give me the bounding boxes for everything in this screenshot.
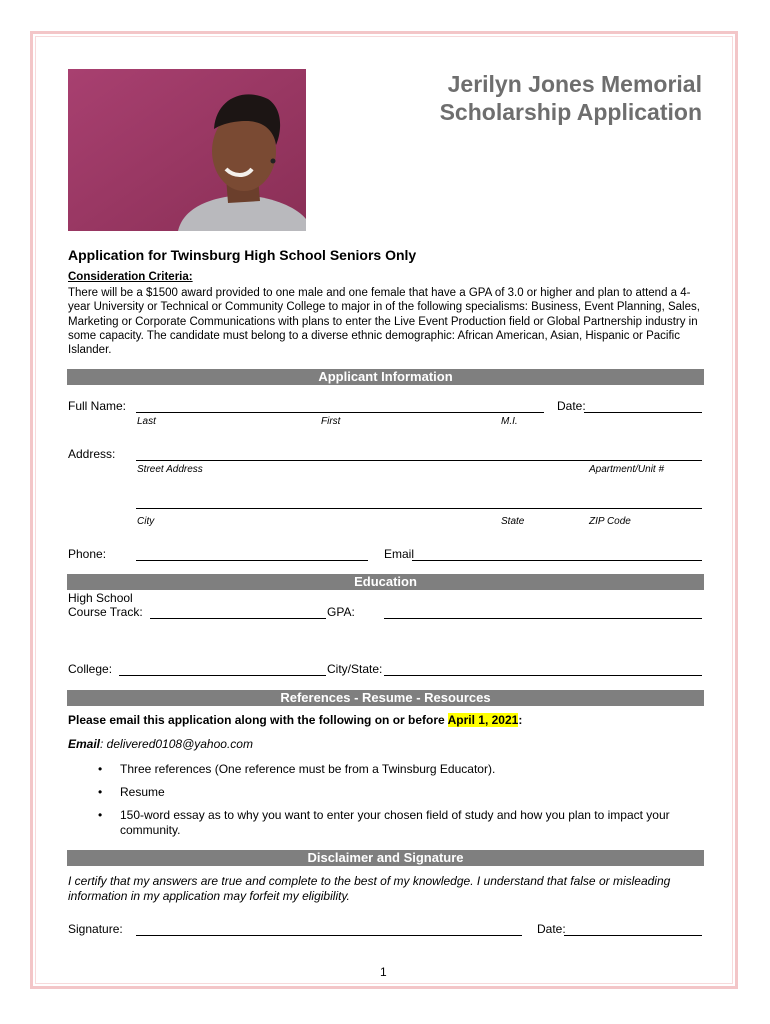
course-track-label: Course Track: [68, 605, 143, 619]
email-label: Email [384, 547, 415, 561]
full-name-label: Full Name: [68, 399, 127, 413]
apartment-caption: Apartment/Unit # [589, 464, 665, 475]
disclaimer-text: I certify that my answers are true and complete to the best of my knowledge. I understand that false or misleading information in my application may forfeit my eligibility. [68, 874, 671, 903]
section-applicant-information: Applicant Information [67, 369, 704, 385]
city-caption: City [137, 516, 155, 527]
city-state-zip-field[interactable] [136, 508, 702, 509]
section-education: Education [67, 574, 704, 590]
bullet-resume: Resume [120, 785, 165, 799]
college-label: College: [68, 662, 113, 676]
portrait-photo [68, 69, 306, 231]
title-line-2: Scholarship Application [439, 99, 702, 125]
address-label: Address: [68, 447, 116, 461]
middle-initial-caption: M.I. [501, 416, 518, 427]
deadline-date: April 1, 2021 [447, 713, 519, 727]
signature-date-label: Date: [537, 922, 566, 936]
street-address-field[interactable] [136, 460, 702, 461]
city-state-label: City/State: [327, 662, 383, 676]
phone-field[interactable] [136, 560, 368, 561]
gpa-field[interactable] [384, 618, 702, 619]
date-field[interactable] [584, 412, 702, 413]
section-references: References - Resume - Resources [67, 690, 704, 706]
bullet-icon: • [98, 762, 103, 776]
full-name-field[interactable] [136, 412, 544, 413]
application-heading: Application for Twinsburg High School Seniors Only [68, 247, 417, 263]
course-track-field[interactable] [150, 618, 326, 619]
gpa-label: GPA: [327, 605, 355, 619]
email-contact-value: : delivered0108@yahoo.com [100, 737, 253, 751]
street-address-caption: Street Address [137, 464, 203, 475]
section-disclaimer: Disclaimer and Signature [67, 850, 704, 866]
bullet-icon: • [98, 808, 103, 822]
instruction-text: Please email this application along with the following on or before [68, 713, 448, 727]
page-number: 1 [380, 965, 387, 979]
criteria-text: There will be a $1500 award provided to one male and one female that have a GPA of 3.0 or higher and plan to attend a 4-year University or Technical or Community College to major in of the following specialisms: Business, Event Planning, Sales, Marketing or Corporate Communications with plans to enter the Live Event Production field or Global Partnership industry in some capacity. The candidate must belong to a diverse ethnic demographic: African American, Asian, Hispanic or Pacific Islander. [68, 287, 700, 357]
bullet-icon: • [98, 785, 103, 799]
last-name-caption: Last [137, 416, 156, 427]
first-name-caption: First [321, 416, 341, 427]
instruction-colon: : [518, 713, 523, 727]
bullet-references: Three references (One reference must be from a Twinsburg Educator). [120, 762, 496, 776]
high-school-label-line1: High School [68, 591, 133, 605]
college-field[interactable] [119, 675, 326, 676]
zip-caption: ZIP Code [589, 516, 631, 527]
title-line-1: Jerilyn Jones Memorial [447, 71, 702, 97]
signature-label: Signature: [68, 922, 123, 936]
phone-label: Phone: [68, 547, 107, 561]
state-caption: State [501, 516, 525, 527]
city-state-field[interactable] [384, 675, 702, 676]
criteria-label: Consideration Criteria: [68, 271, 193, 283]
signature-field[interactable] [136, 935, 522, 936]
bullet-essay: 150-word essay as to why you want to enter your chosen field of study and how you plan to impact your community. [120, 808, 670, 837]
signature-date-field[interactable] [564, 935, 702, 936]
page-title [440, 70, 702, 126]
email-instruction [68, 713, 522, 727]
date-label: Date: [557, 399, 586, 413]
email-contact-label: Email [68, 737, 101, 751]
email-field[interactable] [412, 560, 702, 561]
email-contact [68, 737, 253, 751]
